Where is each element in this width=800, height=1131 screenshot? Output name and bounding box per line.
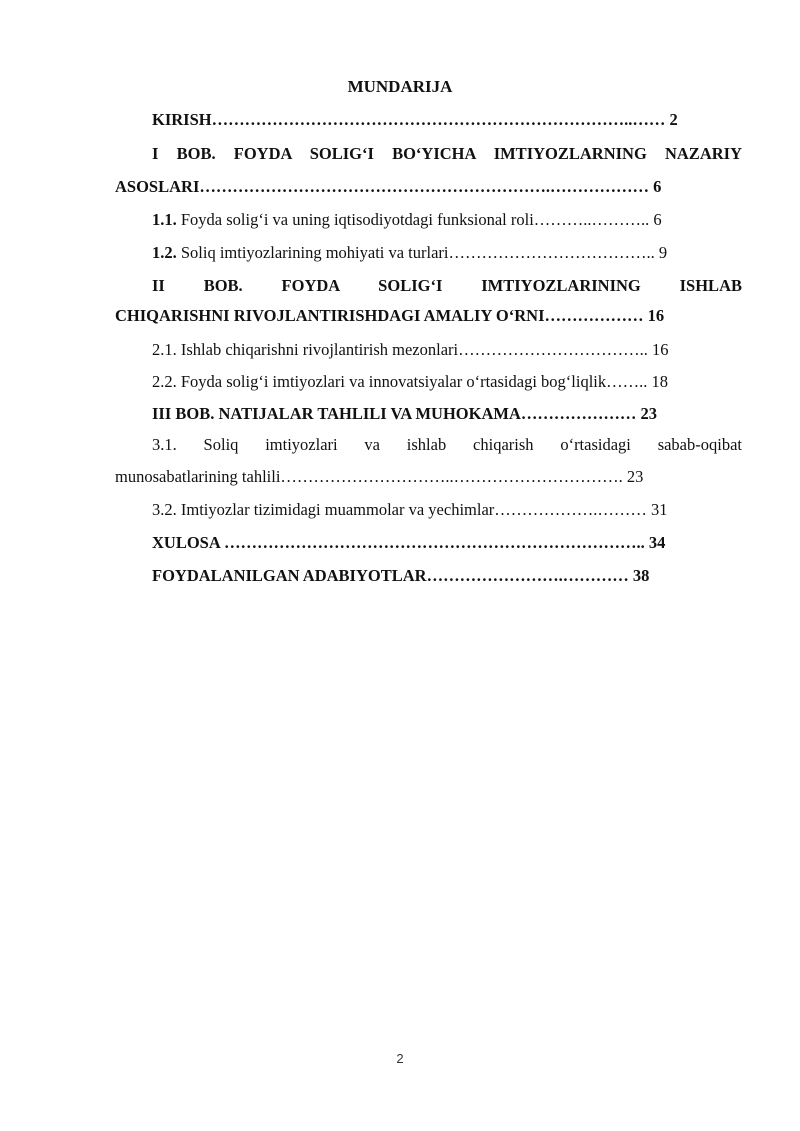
toc-entry-xulosa: XULOSA ………………………………………………………………….. 34 <box>152 533 666 552</box>
toc-entry-section-1-1 <box>152 210 662 230</box>
section-number: 1.2. <box>152 243 177 262</box>
toc-entry-chapter-2-line-2: CHIQARISHNI RIVOJLANTIRISHDAGI AMALIY O‘RNI……………… 16 <box>115 306 665 325</box>
toc-entry-references: FOYDALANILGAN ADABIYOTLAR…………………….………… 38 <box>152 566 650 585</box>
section-title: Soliq imtiyozlarining mohiyati va turlari……………………………….. 9 <box>176 243 668 262</box>
toc-entry-section-3-2: 3.2. Imtiyozlar tizimidagi muammolar va yechimlar……………….……… 31 <box>152 500 668 519</box>
toc-entry-section-3-1-line-1: 3.1. Soliq imtiyozlari va ishlab chiqarish o‘rtasidagi sabab-oqibat <box>152 435 742 454</box>
toc-entry-kirish: KIRISH…………………………………………………………………..…… 2 <box>152 110 678 129</box>
section-number: 1.1. <box>152 210 177 229</box>
toc-entry-section-3-1-line-2: munosabatlarining tahlili…………………………..…………………………. 23 <box>115 467 644 486</box>
toc-entry-chapter-1-line-2: ASOSLARI……………………………………………………….……………… 6 <box>115 177 662 196</box>
toc-entry-chapter-1-line-1: I BOB. FOYDA SOLIG‘I BO‘YICHA IMTIYOZLARNING NAZARIY <box>152 144 742 163</box>
toc-entry-section-2-1: 2.1. Ishlab chiqarishni rivojlantirish mezonlari…………………………….. 16 <box>152 340 669 359</box>
toc-entry-section-2-2: 2.2. Foyda solig‘i imtiyozlari va innovatsiyalar o‘rtasidagi bog‘liqlik…….. 18 <box>152 372 669 391</box>
page-title: MUNDARIJA <box>347 77 453 96</box>
section-title: Foyda solig‘i va uning iqtisodiyotdagi funksional roli………..……….. 6 <box>176 210 662 229</box>
toc-entry-chapter-3: III BOB. NATIJALAR TAHLILI VA MUHOKAMA………………… 23 <box>152 404 657 423</box>
toc-entry-chapter-2-line-1: II BOB. FOYDA SOLIG‘I IMTIYOZLARINING ISHLAB <box>152 276 742 295</box>
page-number: 2 <box>396 1051 404 1066</box>
toc-entry-section-1-2 <box>152 243 667 263</box>
